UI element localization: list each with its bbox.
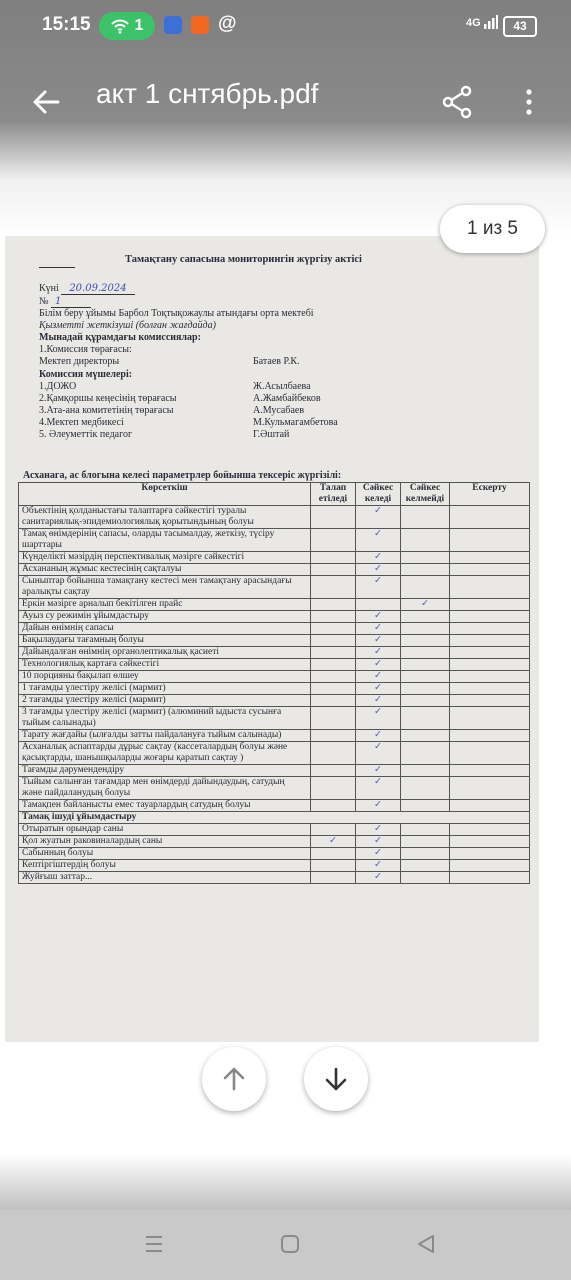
noncompliant-cell: [401, 824, 450, 836]
indicator-cell: Тамақпен байланысты емес тауарлардың сатудың болуы: [19, 800, 311, 812]
required-cell: [311, 707, 356, 730]
noncompliant-mark: [401, 564, 450, 576]
noncompliant-mark: [401, 671, 450, 683]
indicator-cell: 2 тағамды үлестіру желісі (мармит): [19, 695, 311, 707]
table-row: [19, 800, 530, 812]
table-header-row: [19, 483, 530, 506]
table-row: [19, 872, 530, 884]
temu-app-icon: [191, 16, 209, 34]
table-row: [19, 765, 530, 777]
member-role: 2.Қамқоршы кеңесінің төрағасы: [39, 393, 177, 404]
home-icon[interactable]: [280, 1234, 300, 1254]
wifi-count: 1: [134, 17, 144, 34]
compliant-mark: ✓: [356, 623, 401, 635]
arrow-down-icon: [322, 1065, 350, 1093]
scroll-down-button[interactable]: [304, 1047, 368, 1111]
member-name: М.Кульмагамбетова: [253, 417, 338, 428]
note-cell: [450, 777, 530, 800]
note-cell: [450, 647, 530, 659]
indicator-cell: Еркін мәзірге арналып бекітілген прайс: [19, 599, 311, 611]
arrow-up-icon: [220, 1065, 248, 1093]
compliant-mark: ✓: [356, 647, 401, 659]
required-cell: [311, 659, 356, 671]
table-row: [19, 742, 530, 765]
member-role: 5. Әлеуметтік педагог: [39, 429, 133, 440]
indicator-cell: Асхананың жұмыс кестесінің сақталуы: [19, 564, 311, 576]
status-bar: [0, 0, 571, 52]
note-cell: [450, 529, 530, 552]
compliant-mark: ✓: [356, 707, 401, 730]
compliant-mark: ✓: [356, 765, 401, 777]
noncompliant-mark: [401, 659, 450, 671]
wifi-hotspot-pill: [99, 12, 155, 40]
note-cell: [450, 707, 530, 730]
inspection-table: [18, 482, 530, 884]
required-cell: [311, 611, 356, 623]
required-cell: [311, 623, 356, 635]
indicator-cell: Тарату жағдайы (ылғалды затты пайдалануға тыйым салынады): [19, 730, 311, 742]
note-cell: [450, 506, 530, 529]
note-cell: [450, 635, 530, 647]
required-cell: [311, 635, 356, 647]
indicator-cell: Отыратын орындар саны: [19, 824, 311, 836]
required-mark: [311, 848, 356, 860]
table-row: [19, 659, 530, 671]
compliant-mark: ✓: [356, 695, 401, 707]
required-cell: [311, 683, 356, 695]
indicator-cell: Тағамды дәрумендендіру: [19, 765, 311, 777]
compliant-mark: ✓: [356, 529, 401, 552]
org-line: Білім беру ұйымы Барбол Тоқтықожаулы атындағы орта мектебі: [39, 308, 314, 319]
note-cell: [450, 599, 530, 611]
table-row: [19, 576, 530, 599]
note-cell: [450, 623, 530, 635]
date-line: [39, 283, 135, 294]
noncompliant-mark: [401, 635, 450, 647]
required-cell: [311, 576, 356, 599]
number-value: 1: [51, 296, 91, 308]
number-line: [39, 296, 91, 307]
noncompliant-mark: [401, 552, 450, 564]
required-cell: [311, 599, 356, 611]
compliant-mark: ✓: [356, 659, 401, 671]
recent-apps-icon[interactable]: [144, 1234, 164, 1254]
noncompliant-mark: [401, 742, 450, 765]
noncompliant-cell: [401, 860, 450, 872]
table-row: [19, 848, 530, 860]
table-row: [19, 564, 530, 576]
table-row: [19, 824, 530, 836]
table-header: Сәйкес келмейді: [401, 483, 450, 506]
indicator-cell: Бақылаудағы тағамның болуы: [19, 635, 311, 647]
noncompliant-mark: [401, 611, 450, 623]
table-row: [19, 635, 530, 647]
wifi-icon: [111, 18, 129, 34]
table-row: [19, 599, 530, 611]
compliant-mark: ✓: [356, 683, 401, 695]
table-row: [19, 777, 530, 800]
noncompliant-cell: [401, 872, 450, 884]
table-row: [19, 730, 530, 742]
commission-heading: Мынадай құрамдағы комиссиялар:: [39, 332, 201, 343]
indicator-cell: Дайындалған өнімнің органолептикалық қасиеті: [19, 647, 311, 659]
status-time: 15:15: [42, 14, 91, 35]
noncompliant-mark: [401, 695, 450, 707]
note-cell: [450, 671, 530, 683]
required-cell: [311, 506, 356, 529]
back-arrow-icon[interactable]: [28, 84, 64, 120]
required-cell: [311, 695, 356, 707]
required-cell: [311, 647, 356, 659]
note-cell: [450, 742, 530, 765]
member-name: А.Жамбайбеков: [253, 393, 321, 404]
indicator-cell: Ауыз су режимін ұйымдастыру: [19, 611, 311, 623]
table-header: Талап етіледі: [311, 483, 356, 506]
table-header: Сәйкес келеді: [356, 483, 401, 506]
page-indicator: 1 из 5: [440, 205, 545, 253]
noncompliant-mark: [401, 765, 450, 777]
noncompliant-mark: [401, 623, 450, 635]
pdf-page[interactable]: [5, 236, 539, 1042]
member-role: 3.Ата-ана комитетінің төрағасы: [39, 405, 174, 416]
note-cell: [450, 576, 530, 599]
date-value: 20.09.2024: [61, 283, 134, 295]
table-row: [19, 623, 530, 635]
note-cell: [450, 848, 530, 860]
system-navigation-bar: [0, 1210, 571, 1280]
indicator-cell: Асханалық аспаптарды дұрыс сақтау (кассеталардың болуы және қасықтарды, шанышқыларды жоғары қаратып сақтау ): [19, 742, 311, 765]
compliant-mark: ✓: [356, 872, 401, 884]
compliant-mark: ✓: [356, 742, 401, 765]
table-row: [19, 552, 530, 564]
note-cell: [450, 800, 530, 812]
required-cell: [311, 777, 356, 800]
compliant-mark: [356, 599, 401, 611]
noncompliant-mark: ✓: [401, 599, 450, 611]
table-header: Ескерту: [450, 483, 530, 506]
note-cell: [450, 659, 530, 671]
indicator-cell: Күнделікті мәзірдің перспективалық мәзірге сәйкестігі: [19, 552, 311, 564]
noncompliant-mark: [401, 707, 450, 730]
number-label: №: [39, 296, 49, 307]
compliant-mark: ✓: [356, 576, 401, 599]
note-cell: [450, 872, 530, 884]
document-title: акт 1 снтябрь.pdf: [96, 78, 319, 109]
chair-name: Батаев Р.К.: [253, 356, 300, 367]
required-mark: [311, 872, 356, 884]
cellular-signal-icon: [466, 15, 498, 29]
required-cell: [311, 564, 356, 576]
member-name: Ж.Асылбаева: [253, 381, 311, 392]
table-row: [19, 611, 530, 623]
indicator-cell: Кептіргіштердің болуы: [19, 860, 311, 872]
back-nav-icon[interactable]: [416, 1234, 436, 1254]
service-line: Қызметті жеткізуші (болған жағдайда): [39, 320, 216, 331]
battery-icon: 43: [503, 16, 537, 37]
member-role: 1.ДОЖО: [39, 381, 77, 392]
noncompliant-mark: [401, 730, 450, 742]
scroll-up-button[interactable]: [202, 1047, 266, 1111]
bottom-overlay: [0, 1045, 571, 1210]
more-options-icon[interactable]: [518, 84, 540, 120]
indicator-cell: Технологиялық картаға сәйкестігі: [19, 659, 311, 671]
required-mark: [311, 860, 356, 872]
doc-title: Тамақтану сапасына мониторингін жүргізу актісі: [125, 254, 362, 265]
network-type: 4G: [466, 17, 481, 29]
compliant-mark: ✓: [356, 730, 401, 742]
table-row: [19, 707, 530, 730]
member-name: А.Мусабаев: [253, 405, 305, 416]
inspection-heading: Асханага, ас блогына келесі параметрлер бойынша тексеріс жүргізілі:: [23, 470, 342, 481]
indicator-cell: 1 тағамды үлестіру желісі (мармит): [19, 683, 311, 695]
note-cell: [450, 552, 530, 564]
indicator-cell: 10 порцияны бақылап өлшеу: [19, 671, 311, 683]
game-app-icon: [164, 16, 182, 34]
noncompliant-mark: [401, 800, 450, 812]
compliant-mark: ✓: [356, 777, 401, 800]
indicator-cell: Тыйым салынған тағамдар мен өнімдерді дайындаудың, сатудың және пайдаланудың болуы: [19, 777, 311, 800]
chair-role: Мектеп директоры: [39, 356, 120, 367]
noncompliant-mark: [401, 576, 450, 599]
noncompliant-mark: [401, 506, 450, 529]
noncompliant-cell: [401, 848, 450, 860]
compliant-mark: ✓: [356, 671, 401, 683]
chair-heading: 1.Комиссия төрағасы:: [39, 344, 132, 355]
table-row: [19, 671, 530, 683]
table-row: [19, 647, 530, 659]
compliant-mark: ✓: [356, 860, 401, 872]
at-icon: @: [218, 13, 237, 34]
indicator-cell: Дайын өнімнің сапасы: [19, 623, 311, 635]
indicator-cell: Қол жуатын раковиналардың саны: [19, 836, 311, 848]
required-mark: [311, 824, 356, 836]
required-cell: [311, 800, 356, 812]
required-mark: ✓: [311, 836, 356, 848]
required-cell: [311, 671, 356, 683]
noncompliant-mark: [401, 647, 450, 659]
note-cell: [450, 695, 530, 707]
noncompliant-mark: [401, 777, 450, 800]
note-cell: [450, 611, 530, 623]
noncompliant-mark: [401, 529, 450, 552]
note-cell: [450, 730, 530, 742]
member-role: 4.Мектеп медбикесі: [39, 417, 124, 428]
table-row: [19, 529, 530, 552]
indicator-cell: Объектінің қолданыстағы талаптарға сәйкестігі туралы санитариялық-эпидемиологиялық қорытындының болуы: [19, 506, 311, 529]
compliant-mark: ✓: [356, 564, 401, 576]
required-cell: [311, 552, 356, 564]
note-cell: [450, 765, 530, 777]
indicator-cell: 3 тағамды үлестіру желісі (мармит) (алюминий ыдыста сусынға тыйым салынады): [19, 707, 311, 730]
member-name: Г.Әштай: [253, 429, 290, 440]
required-cell: [311, 742, 356, 765]
note-cell: [450, 683, 530, 695]
compliant-mark: ✓: [356, 824, 401, 836]
required-cell: [311, 765, 356, 777]
note-cell: [450, 860, 530, 872]
compliant-mark: ✓: [356, 552, 401, 564]
table-row: [19, 836, 530, 848]
note-cell: [450, 564, 530, 576]
members-heading: Комиссия мүшелері:: [39, 369, 133, 380]
table-row: [19, 506, 530, 529]
section-heading: Тамақ ішуді ұйымдастыру: [19, 812, 530, 824]
table-row: [19, 812, 530, 824]
required-cell: [311, 730, 356, 742]
compliant-mark: ✓: [356, 611, 401, 623]
table-row: [19, 695, 530, 707]
compliant-mark: ✓: [356, 836, 401, 848]
note-cell: [450, 824, 530, 836]
note-cell: [450, 836, 530, 848]
compliant-mark: ✓: [356, 506, 401, 529]
compliant-mark: ✓: [356, 848, 401, 860]
indicator-cell: Сыныптар бойынша тамақтану кестесі мен тамақтану арасындағы аралықты сақтау: [19, 576, 311, 599]
corner-dash: [39, 267, 75, 268]
indicator-cell: Сабынның болуы: [19, 848, 311, 860]
indicator-cell: Тамақ өнімдерінің сапасы, оларды тасымалдау, жеткізу, түсіру шарттары: [19, 529, 311, 552]
share-icon[interactable]: [440, 84, 474, 120]
required-cell: [311, 529, 356, 552]
noncompliant-mark: [401, 683, 450, 695]
indicator-cell: Жуйғыш заттар...: [19, 872, 311, 884]
table-row: [19, 860, 530, 872]
table-row: [19, 683, 530, 695]
compliant-mark: ✓: [356, 635, 401, 647]
date-label: Күні: [39, 283, 59, 294]
noncompliant-cell: [401, 836, 450, 848]
compliant-mark: ✓: [356, 800, 401, 812]
table-header: Көрсеткіш: [19, 483, 311, 506]
